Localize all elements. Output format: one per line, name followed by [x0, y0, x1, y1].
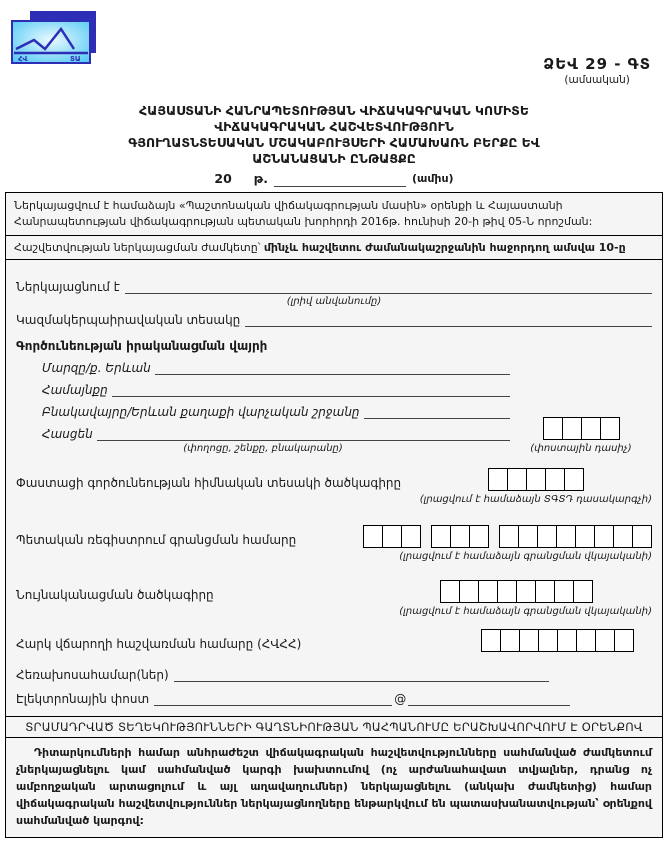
activity-code-boxes[interactable]: [488, 468, 584, 491]
email-at-sign: @: [394, 692, 407, 706]
penalty-text: Դիտարկումների համար անհրաժեշտ վիճակագրական հաշվետվությունները սահմանված ժամկետում չներկայացնելու կամ սահմանված կարգի խախտումով (ոչ արժանահավատ տվյալներ, դրանց ոչ ամբողջական արտացոլում և այլ աղավաղումներ) ներկայացնելու (անկախ ժամկետից) համար վիճակագրական հաշվետվություններ ներկայացնողները ենթարկվում են պատասխանատվության՝ օրենքով սահմանված կարգով:: [16, 746, 652, 827]
legal-basis-box: [5, 192, 663, 236]
settlement-input-line[interactable]: [364, 406, 510, 419]
postal-caption: (փոստային դասիչ): [530, 443, 632, 454]
address-input-line[interactable]: [97, 428, 510, 441]
presents-label: Ներկայացնում է: [16, 280, 120, 294]
form-header: [5, 5, 663, 193]
email-domain-input-line[interactable]: [408, 693, 570, 706]
month-input-line[interactable]: [274, 175, 406, 187]
legal-basis-text: Ներկայացվում է համաձայն «Պաշտոնական վիճակագրության մասին» օրենքի և Հայաստանի Հանրապետության վիճակագրության պետական խորհրդի 2016թ. հունիսի 20-ի թիվ 05-Ն որոշման:: [14, 199, 593, 228]
registry-number-boxes[interactable]: [363, 525, 652, 548]
region-label: Մարզը/ք. Երևան: [42, 361, 151, 375]
activity-code-caption: (լրացվում է համաձայն ՏԳՏԴ դասակարգչի): [419, 494, 652, 505]
title-subject-2: ԱՇՆԱՆԱՑԱՆԻ ԸՆԹԱՑՔԸ: [252, 151, 416, 166]
title-subject-1: ԳՅՈՒՂԱՏՆՏԵՍԱԿԱՆ ՄՇԱԿԱԲՈՒՅՍԵՐԻ ՀԱՄԱԽԱՌՆ ԲԵՐՔԸ ԵՎ: [128, 135, 540, 150]
year-prefix: 20: [214, 171, 232, 186]
community-label: Համայնքը: [42, 383, 108, 397]
address-caption: (փողոցը, շենքը, բնակարանը): [183, 443, 343, 454]
respondent-info-box: [5, 259, 663, 717]
confidentiality-text: ՏՐԱՄԱԴՐՎԱԾ ՏԵՂԵԿՈՒԹՅՈՒՆՆԵՐԻ ԳԱՂՏՆԻՈՒԹՅԱՆ ՊԱՀՊԱՆՈՒՄԸ ԵՐԱՇԽԱՎՈՐՎՈՒՄ Է ՕՐԵՆՔՈՎ: [25, 720, 643, 734]
penalty-notice-box: [5, 737, 663, 838]
phone-input-line[interactable]: [174, 669, 549, 682]
address-label: Հասցեն: [42, 427, 93, 441]
svg-text:ՏԱ: ՏԱ: [70, 55, 81, 63]
presents-input-line[interactable]: [125, 281, 652, 294]
identification-code-boxes[interactable]: [440, 580, 593, 603]
email-label: Էլեկտրոնային փոստ: [16, 692, 150, 706]
month-caption: (ամիս): [412, 172, 454, 185]
deadline-label: Հաշվետվության ներկայացման ժամկետը՝: [14, 241, 261, 254]
title-report: ՎԻՃԱԿԱԳՐԱԿԱՆ ՀԱՇՎԵՏՎՈՒԹՅՈՒՆ: [214, 119, 454, 134]
tin-label: Հարկ վճարողի հաշվառման համարը (ՀՎՀՀ): [16, 637, 302, 651]
location-section-header: Գործունեության իրականացման վայրի: [16, 339, 268, 353]
activity-code-label: Փաստացի գործունեության հիմնական տեսակի ծածկագիրը: [16, 476, 402, 490]
region-input-line[interactable]: [155, 362, 510, 375]
registry-number-caption: (լրացվում է համաձայն գրանցման վկայականի): [399, 551, 652, 562]
presents-caption: (լրիվ անվանումը): [286, 296, 382, 307]
tin-boxes[interactable]: [481, 629, 634, 652]
identification-code-caption: (լրացվում է համաձայն գրանցման վկայականի): [399, 606, 652, 617]
settlement-label: Բնակավայրը/Երևան քաղաքի վարչական շրջանը: [42, 405, 360, 419]
identification-code-label: Նույնականացման ծածկագիրը: [16, 588, 214, 602]
community-input-line[interactable]: [112, 384, 510, 397]
deadline-box: [5, 235, 663, 260]
org-type-label: Կազմակերպաիրավական տեսակը: [16, 313, 241, 327]
armstat-logo: [8, 9, 100, 71]
email-local-input-line[interactable]: [154, 693, 392, 706]
postal-code-boxes[interactable]: [543, 417, 620, 440]
registry-number-label: Պետական ռեգիստրում գրանցման համարը: [16, 533, 297, 547]
armstat-logo-icon: [8, 9, 100, 67]
svg-text:ՀՎ: ՀՎ: [18, 55, 28, 63]
year-suffix: թ.: [253, 171, 268, 186]
org-type-input-line[interactable]: [245, 314, 652, 327]
form-code: ՁԵՎ 29 - ԳՏ: [543, 55, 651, 73]
title-committee: ՀԱՅԱՍՏԱՆԻ ՀԱՆՐԱՊԵՏՈՒԹՅԱՆ ՎԻՃԱԿԱԳՐԱԿԱՆ ԿՈՄԻՏԵ: [139, 103, 529, 118]
deadline-value: մինչև հաշվետու ժամանակաշրջանին հաջորդող ամսվա 10-ը: [263, 241, 626, 254]
form-period: (ամսական): [564, 74, 630, 86]
phone-label: Հեռախոսահամար(ներ): [16, 668, 169, 682]
confidentiality-banner: [5, 716, 663, 738]
